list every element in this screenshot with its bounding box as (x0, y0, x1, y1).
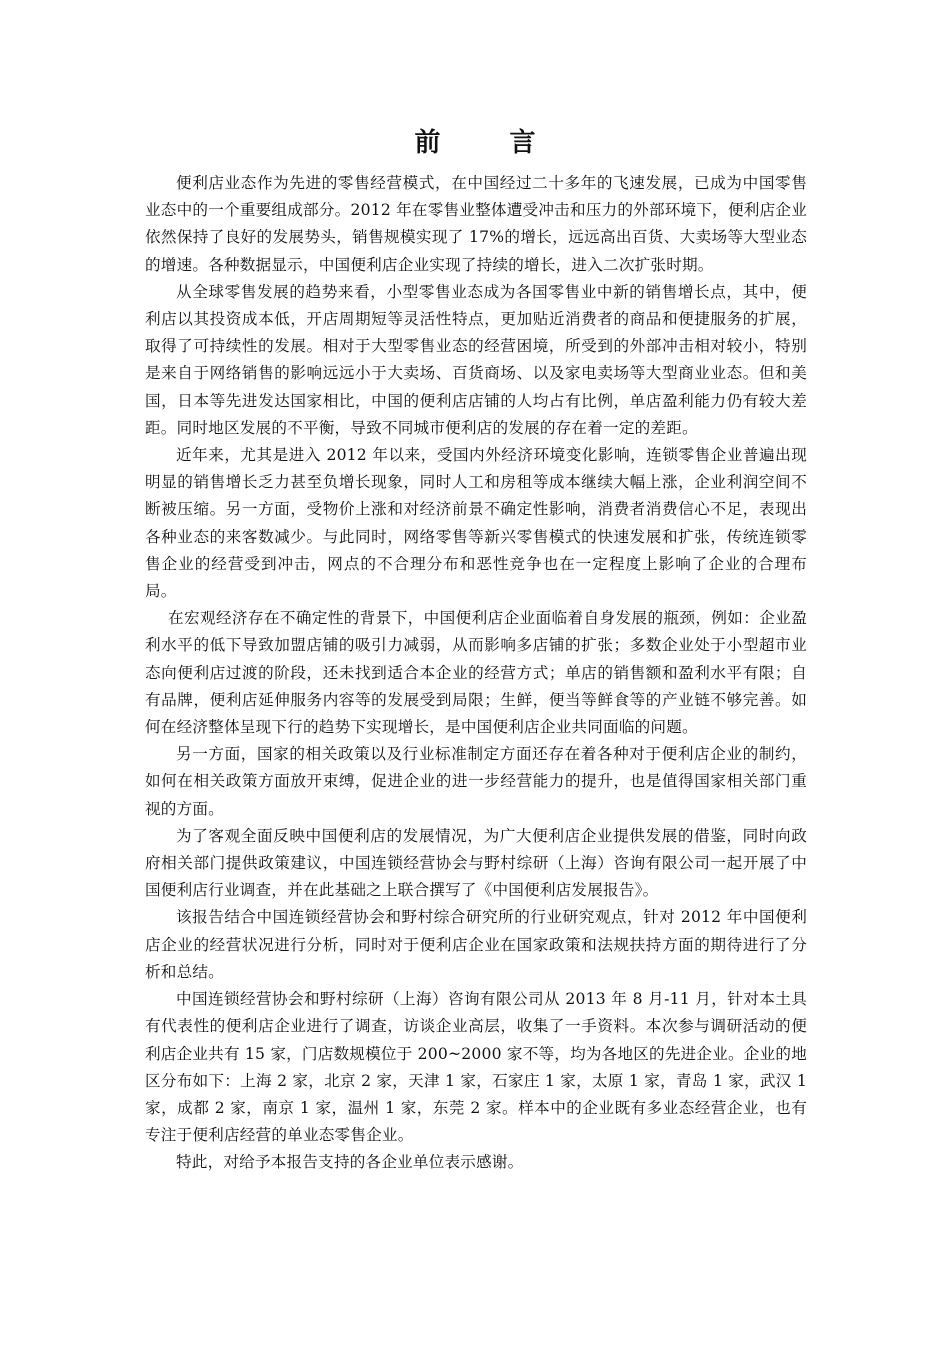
paragraph-4: 在宏观经济存在不确定性的背景下，中国便利店企业面临着自身发展的瓶颈，例如：企业盈利水平的低下导致加盟店铺的吸引力减弱，从而影响多店铺的扩张；多数企业处于小型超市业态向便利店过渡的阶段，还未找到适合本企业的经营方式；单店的销售额和盈利水平有限；自有品牌，便利店延伸服务内容等的发展受到局限；生鲜，便当等鲜食等的产业链不够完善。如何在经济整体呈现下行的趋势下实现增长，是中国便利店企业共同面临的问题。 (145, 609, 807, 737)
paragraph-9: 特此，对给予本报告支持的各企业单位表示感谢。 (176, 1153, 524, 1172)
paragraph-6: 为了客观全面反映中国便利店的发展情况，为广大便利店企业提供发展的借鉴，同时向政府相关部门提供政策建议，中国连锁经营协会与野村综研（上海）咨询有限公司一起开展了中国便利店行业调查，并在此基础之上联合撰写了《中国便利店发展报告》。 (145, 826, 807, 900)
page-title: 前 言 (414, 128, 566, 158)
paragraph-7: 该报告结合中国连锁经营协会和野村综合研究所的行业研究观点，针对 2012 年中国便利店企业的经营状况进行分析，同时对于便利店企业在国家政策和法规扶持方面的期待进行了分析和总结。 (145, 908, 807, 981)
paragraph-8: 中国连锁经营协会和野村综研（上海）咨询有限公司从 2013 年 8 月-11 月，针对本土具有代表性的便利店企业进行了调查，访谈企业高层，收集了一手资料。本次参与调研活动的便利店企业共有 15 家，门店数规模位于 200~2000 家不等，均为各地区的先进企业。企业的地区分布如下：上海 2 家，北京 2 家，天津 1 家，石家庄 1 家，太原 1 家，青岛 1 家，武汉 1 家，成都 2 家，南京 1 家，温州 1 家，东莞 2 家。样本中的企业既有多业态经营企业，也有专注于便利店经营的单业态零售企业。 (145, 990, 807, 1145)
paragraph-3: 近年来，尤其是进入 2012 年以来，受国内外经济环境变化影响，连锁零售企业普遍出现明显的销售增长乏力甚至负增长现象，同时人工和房租等成本继续大幅上涨，企业利润空间不断被压缩。另一方面，受物价上涨和对经济前景不确定性影响，消费者消费信心不足，表现出各种业态的来客数减少。与此同时，网络零售等新兴零售模式的快速发展和扩张，传统连锁零售企业的经营受到冲击，网点的不合理分布和恶性竞争也在一定程度上影响了企业的合理布局。 (145, 446, 807, 601)
paragraph-2: 从全球零售发展的趋势来看，小型零售业态成为各国零售业中新的销售增长点，其中，便利店以其投资成本低，开店周期短等灵活性特点，更加贴近消费者的商品和便捷服务的扩展，取得了可持续性的发展。相对于大型零售业态的经营困境，所受到的外部冲击相对较小，特别是来自于网络销售的影响远远小于大卖场、百货商场、以及家电卖场等大型商业业态。但和美国，日本等先进发达国家相比，中国的便利店店铺的人均占有比例，单店盈利能力仍有较大差距。同时地区发展的不平衡，导致不同城市便利店的发展的存在着一定的差距。 (145, 282, 807, 437)
paragraph-5: 另一方面，国家的相关政策以及行业标准制定方面还存在着各种对于便利店企业的制约，如何在相关政策方面放开束缚，促进企业的进一步经营能力的提升，也是值得国家相关部门重视的方面。 (145, 745, 807, 818)
preface-body (145, 170, 807, 1177)
paragraph-1: 便利店业态作为先进的零售经营模式，在中国经过二十多年的飞速发展，已成为中国零售业态中的一个重要组成部分。2012 年在零售业整体遭受冲击和压力的外部环境下，便利店企业依然保持了良好的发展势头，销售规模实现了 17%的增长，远远高出百货、大卖场等大型业态的增速。各种数据显示，中国便利店企业实现了持续的增长，进入二次扩张时期。 (145, 174, 807, 274)
